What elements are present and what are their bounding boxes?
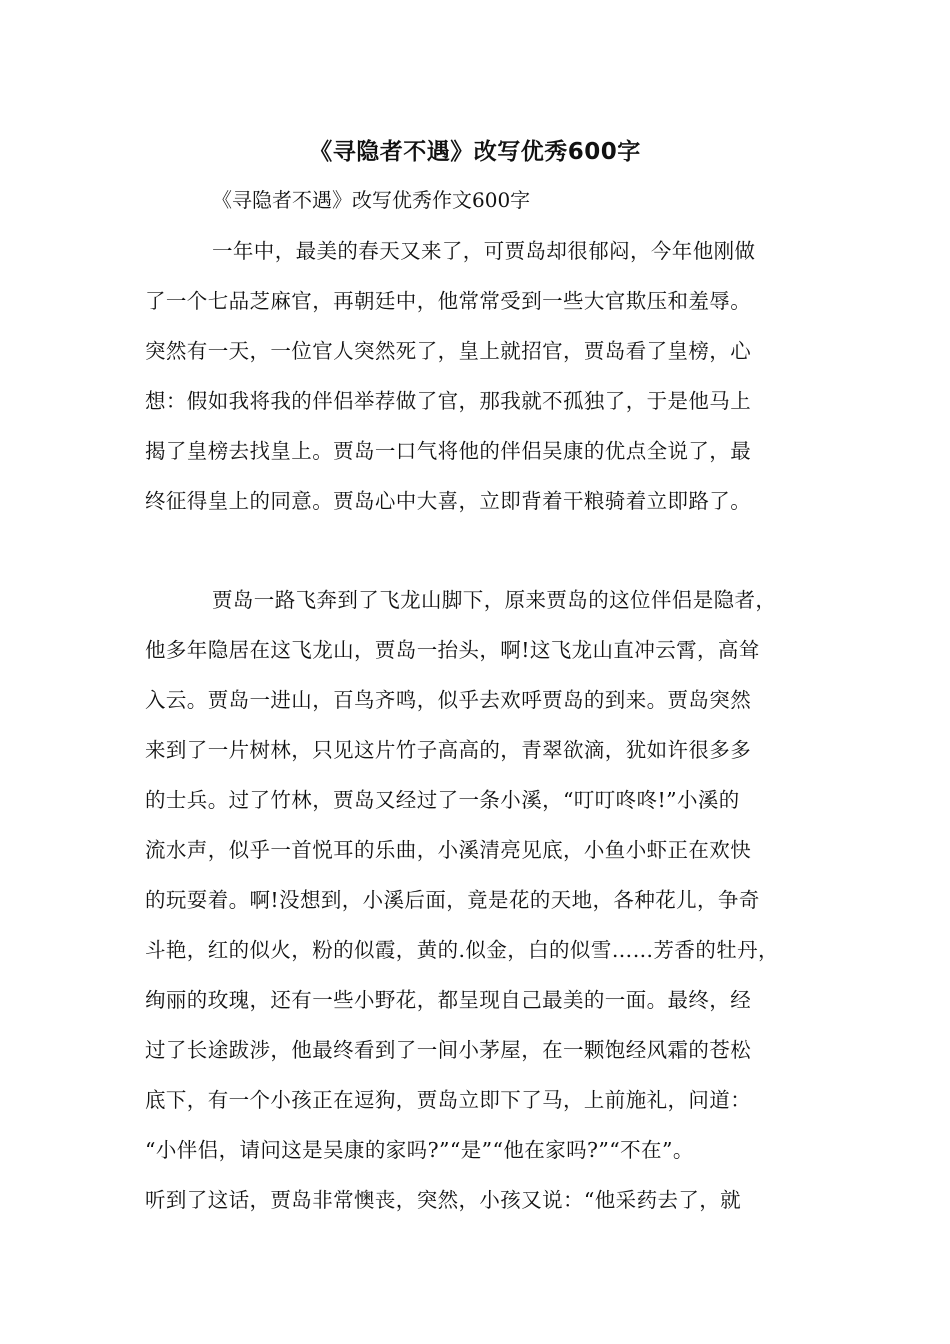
paragraph-2 (145, 575, 779, 1225)
paragraph-line: 的玩耍着。啊!没想到，小溪后面，竟是花的天地，各种花儿，争奇 (145, 888, 760, 912)
paragraph-line: 他多年隐居在这飞龙山，贾岛一抬头，啊!这飞龙山直冲云霄，高耸 (145, 638, 760, 662)
document-subtitle: 《寻隐者不遇》改写优秀作文600字 (212, 188, 531, 212)
paragraph-line: 过了长途跋涉，他最终看到了一间小茅屋，在一颗饱经风霜的苍松 (145, 1038, 752, 1062)
paragraph-line: 的士兵。过了竹林，贾岛又经过了一条小溪，“叮叮咚咚!”小溪的 (145, 788, 740, 812)
paragraph-line: 流水声，似乎一首悦耳的乐曲，小溪清亮见底，小鱼小虾正在欢快 (145, 838, 752, 862)
paragraph-line: “小伴侣，请问这是吴康的家吗?”“是”“他在家吗?”“不在”。 (145, 1138, 694, 1162)
paragraph-line: 入云。贾岛一进山，百鸟齐鸣，似乎去欢呼贾岛的到来。贾岛突然 (145, 688, 752, 712)
paragraph-line: 贾岛一路飞奔到了飞龙山脚下，原来贾岛的这位伴侣是隐者， (212, 588, 777, 612)
paragraph-line: 斗艳，红的似火，粉的似霞，黄的.似金，白的似雪……芳香的牡丹， (145, 938, 779, 962)
paragraph-line: 突然有一天，一位官人突然死了，皇上就招官，贾岛看了皇榜，心 (145, 339, 752, 363)
paragraph-line: 了一个七品芝麻官，再朝廷中，他常常受到一些大官欺压和羞辱。 (145, 289, 752, 313)
paragraph-line: 来到了一片树林，只见这片竹子高高的，青翠欲滴，犹如许很多多 (145, 738, 752, 762)
paragraph-line: 揭了皇榜去找皇上。贾岛一口气将他的伴侣吴康的优点全说了，最 (145, 439, 752, 463)
paragraph-line: 一年中，最美的春天又来了，可贾岛却很郁闷，今年他刚做 (212, 239, 756, 263)
document-title: 《寻隐者不遇》改写优秀600字 (309, 139, 641, 165)
paragraph-line: 听到了这话，贾岛非常懊丧，突然，小孩又说：“他采药去了，就 (145, 1188, 742, 1212)
paragraph-line: 终征得皇上的同意。贾岛心中大喜，立即背着干粮骑着立即路了。 (145, 489, 752, 513)
paragraph-line: 绚丽的玫瑰，还有一些小野花，都呈现自己最美的一面。最终，经 (145, 988, 752, 1012)
paragraph-line: 底下，有一个小孩正在逗狗，贾岛立即下了马，上前施礼，问道： (145, 1088, 752, 1112)
paragraph-line: 想：假如我将我的伴侣举荐做了官，那我就不孤独了，于是他马上 (145, 389, 752, 413)
paragraph-1 (145, 226, 755, 526)
